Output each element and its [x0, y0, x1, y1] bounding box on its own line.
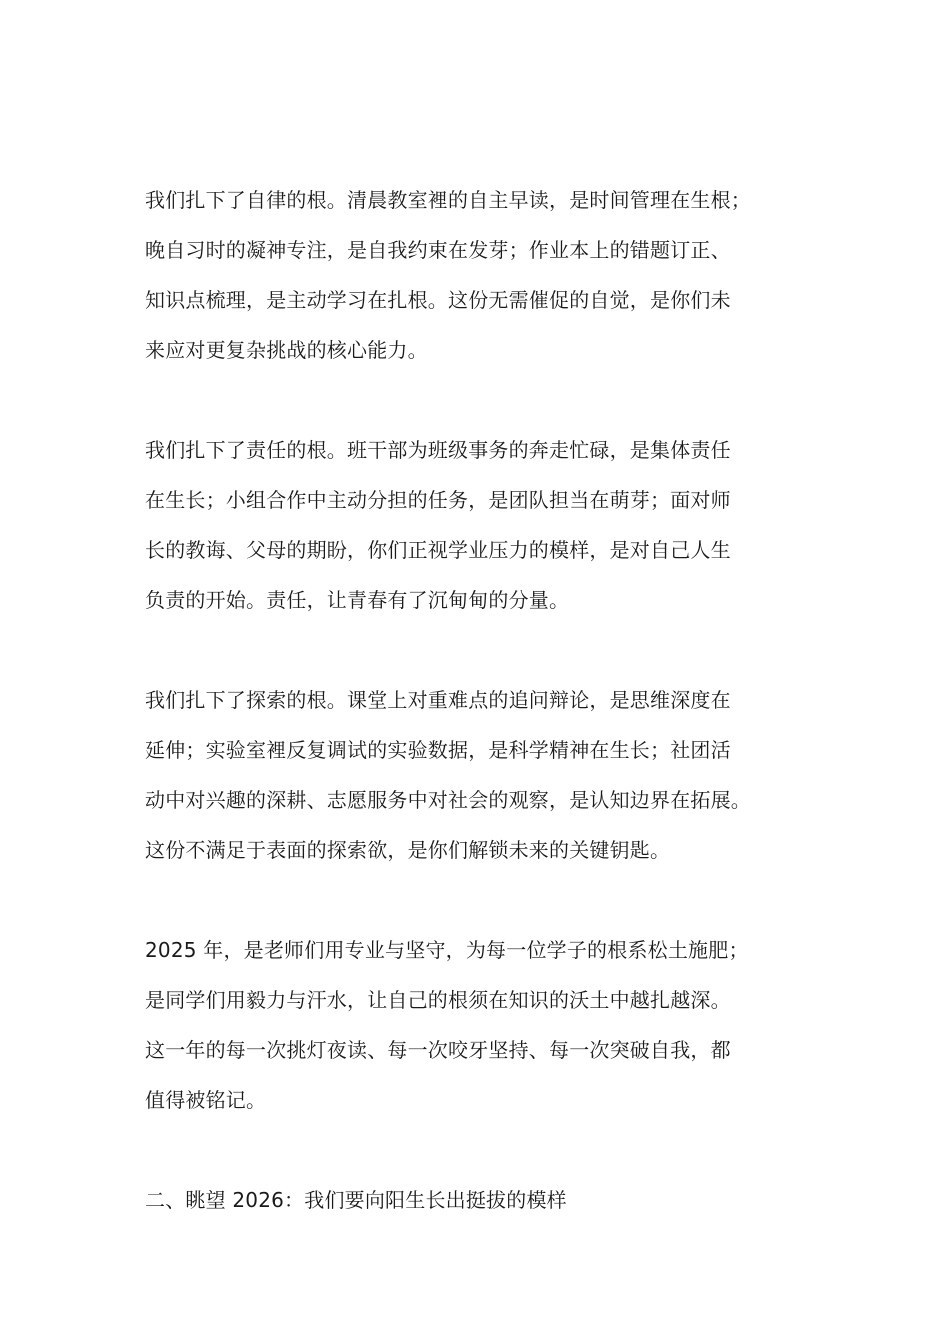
- text-line: 2025 年，是老师们用专业与坚守，为每一位学子的根系松土施肥；: [145, 938, 749, 962]
- text-line: 我们扎下了探索的根。课堂上对重难点的追问辩论，是思维深度在: [145, 688, 731, 712]
- text-line: 动中对兴趣的深耕、志愿服务中对社会的观察，是认知边界在拓展。: [145, 788, 751, 812]
- text-line: 这份不满足于表面的探索欲，是你们解锁未来的关键钥匙。: [145, 838, 671, 862]
- text-line: 我们扎下了自律的根。清晨教室裡的自主早读，是时间管理在生根；: [145, 188, 751, 212]
- paragraph-responsibility: [145, 425, 825, 625]
- text-line: 长的教诲、父母的期盼，你们正视学业压力的模样，是对自己人生: [145, 538, 731, 562]
- text-line: 我们扎下了责任的根。班干部为班级事务的奔走忙碌，是集体责任: [145, 438, 731, 462]
- text-line: 晚自习时的凝神专注，是自我约束在发芽；作业本上的错题订正、: [145, 238, 731, 262]
- paragraph-exploration: [145, 675, 825, 875]
- text-line: 来应对更复杂挑战的核心能力。: [145, 338, 428, 362]
- text-line: 值得被铭记。: [145, 1088, 267, 1112]
- document-body: [145, 175, 825, 1275]
- text-line: 负责的开始。责任，让青春有了沉甸甸的分量。: [145, 588, 570, 612]
- paragraph-year-2025: [145, 925, 825, 1125]
- text-line: 这一年的每一次挑灯夜读、每一次咬牙坚持、每一次突破自我，都: [145, 1038, 731, 1062]
- section-heading-text: 二、眺望 2026：我们要向阳生长出挺拔的模样: [145, 1188, 567, 1212]
- text-line: 延伸；实验室裡反复调试的实验数据，是科学精神在生长；社团活: [145, 738, 731, 762]
- section-heading: [145, 1175, 825, 1225]
- text-line: 在生长；小组合作中主动分担的任务，是团队担当在萌芽；面对师: [145, 488, 731, 512]
- text-line: 知识点梳理，是主动学习在扎根。这份无需催促的自觉，是你们未: [145, 288, 731, 312]
- paragraph-self-discipline: [145, 175, 825, 375]
- text-line: 是同学们用毅力与汗水，让自己的根须在知识的沃土中越扎越深。: [145, 988, 731, 1012]
